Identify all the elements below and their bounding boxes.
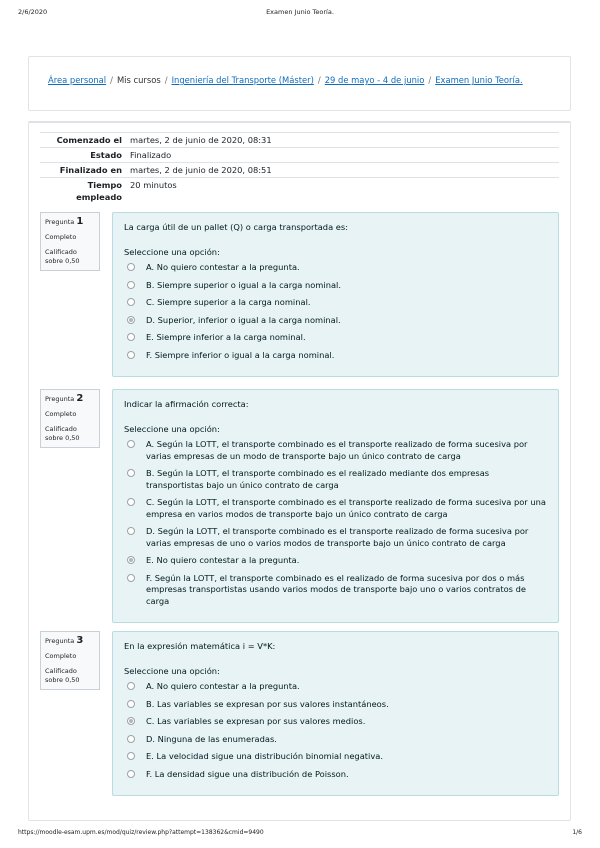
summary-value: martes, 2 de junio de 2020, 08:51 [126,163,559,178]
question-3-content [112,631,559,796]
breadcrumb-separator: / [164,75,168,85]
radio-button[interactable] [127,574,135,582]
radio-button[interactable] [127,281,135,289]
radio-button[interactable] [127,351,135,359]
answer-option[interactable] [124,751,547,763]
radio-button[interactable] [127,333,135,341]
print-header [18,8,582,20]
option-label: F. Según la LOTT, el transporte combinado es el realizado de forma sucesiva por dos o más empresas transportistas usando varios modos de transporte bajo uno o varios contratos de carga [146,572,526,606]
answer-option[interactable] [124,468,547,491]
radio-button-selected[interactable] [127,316,135,324]
question-prefix: Pregunta [45,395,75,403]
breadcrumb-section[interactable]: 29 de mayo - 4 de junio [324,75,425,85]
answer-option[interactable] [124,555,547,567]
question-text: La carga útil de un pallet (Q) o carga transportada es: [124,222,349,232]
breadcrumb [48,75,523,85]
option-label: A. No quiero contestar a la pregunta. [146,681,300,691]
answer-prompt: Seleccione una opción: [124,247,220,257]
option-label: C. Según la LOTT, el transporte combinado es el transporte realizado de forma sucesiva por una empresa en varios modos de transporte bajo un único contrato de carga [146,497,546,519]
question-state: Completo [45,652,77,660]
option-label: F. La densidad sigue una distribución de Poisson. [146,768,349,779]
answer-option[interactable] [124,297,547,309]
option-label: D. Superior, inferior o igual a la carga nominal. [146,314,341,325]
summary-value: martes, 2 de junio de 2020, 08:31 [126,133,559,148]
question-state: Completo [45,410,77,418]
option-label: C. Siempre superior a la carga nominal. [146,297,311,307]
question-number: 2 [76,393,84,404]
answer-prompt: Seleccione una opción: [124,424,220,434]
option-label: C. Las variables se expresan por sus valores medios. [146,716,366,726]
answer-option[interactable] [124,681,547,693]
radio-button[interactable] [127,298,135,306]
print-footer [18,829,582,841]
question-1-content [112,212,559,377]
print-date: 2/6/2020 [18,8,48,16]
print-url: https://moodle-esam.upm.es/mod/quiz/review.php?attempt=138362&cmid=9490 [18,829,264,836]
question-grade: Calificado sobre 0,50 [45,248,80,265]
breadcrumb-area-personal[interactable]: Área personal [48,75,107,85]
question-1-info [40,212,100,271]
answer-option[interactable] [124,350,547,362]
summary-row [40,178,559,205]
breadcrumb-separator: / [317,75,321,85]
option-label: E. Siempre inferior a la carga nominal. [146,332,306,342]
option-label: A. No quiero contestar a la pregunta. [146,262,300,272]
answer-option[interactable] [124,734,547,746]
summary-row [40,133,559,148]
answer-option[interactable] [124,699,547,711]
answer-option[interactable] [124,332,547,344]
question-text: En la expresión matemática i = V*K: [124,641,276,651]
print-title: Examen Junio Teoría. [266,8,334,16]
breadcrumb-separator: / [110,75,113,85]
print-page-number: 1/6 [572,829,582,836]
question-text: Indicar la afirmación correcta: [124,399,249,409]
option-label: A. Según la LOTT, el transporte combinado es el transporte realizado de forma sucesiva por varias empresas de un modo de transporte bajo un único contrato de carga [146,439,528,461]
breadcrumb-mis-cursos: Mis cursos [116,75,161,85]
radio-button[interactable] [127,440,135,448]
radio-button[interactable] [127,770,135,778]
breadcrumb-quiz[interactable]: Examen Junio Teoría. [435,75,523,85]
question-grade: Calificado sobre 0,50 [45,425,80,442]
breadcrumb-course[interactable]: Ingeniería del Transporte (Máster) [171,75,314,85]
summary-label: Estado [40,148,126,163]
question-2-content [112,389,559,623]
option-label: D. Ninguna de las enumeradas. [146,733,277,744]
summary-row [40,148,559,163]
question-2-info [40,389,100,448]
answer-option[interactable] [124,526,547,549]
answer-option[interactable] [124,439,547,462]
radio-button[interactable] [127,498,135,506]
answer-prompt: Seleccione una opción: [124,666,220,676]
radio-button-selected[interactable] [127,556,135,564]
option-label: B. Las variables se expresan por sus valores instantáneos. [146,698,389,709]
option-label: B. Según la LOTT, el transporte combinado es el realizado mediante dos empresas transportistas bajo un único contrato de carga [146,468,490,490]
option-label: D. Según la LOTT, el transporte combinado es el transporte realizado de forma sucesiva por varias empresas de uno o varios modos de transporte bajo un único contrato de carga [146,526,529,548]
answer-option[interactable] [124,497,547,520]
summary-label: Finalizado en [40,163,126,178]
option-label: E. No quiero contestar a la pregunta. [146,555,300,565]
answer-option[interactable] [124,280,547,292]
question-state: Completo [45,233,77,241]
radio-button[interactable] [127,700,135,708]
answer-option[interactable] [124,716,547,728]
summary-row [40,163,559,178]
answer-option[interactable] [124,262,547,274]
radio-button-selected[interactable] [127,717,135,725]
attempt-summary [40,132,559,204]
answer-option[interactable] [124,315,547,327]
summary-label: Comenzado el [40,133,126,148]
radio-button[interactable] [127,735,135,743]
question-number: 1 [76,216,84,227]
option-label: B. Siempre superior o igual a la carga nominal. [146,279,341,290]
question-number: 3 [76,635,84,646]
question-3-info [40,631,100,690]
radio-button[interactable] [127,263,135,271]
question-grade: Calificado sobre 0,50 [45,667,80,684]
answer-option[interactable] [124,769,547,781]
option-label: F. Siempre inferior o igual a la carga nominal. [146,349,335,360]
option-label: E. La velocidad sigue una distribución binomial negativa. [146,751,383,761]
radio-button[interactable] [127,469,135,477]
radio-button[interactable] [127,682,135,690]
breadcrumb-separator: / [428,75,432,85]
radio-button[interactable] [127,527,135,535]
radio-button[interactable] [127,752,135,760]
question-prefix: Pregunta [45,218,75,226]
question-prefix: Pregunta [45,637,75,645]
breadcrumb-card [28,56,571,111]
summary-value: Finalizado [126,148,559,163]
answer-option[interactable] [124,573,547,608]
summary-label: Tiempo empleado [40,178,126,205]
summary-value: 20 minutos [126,178,559,205]
